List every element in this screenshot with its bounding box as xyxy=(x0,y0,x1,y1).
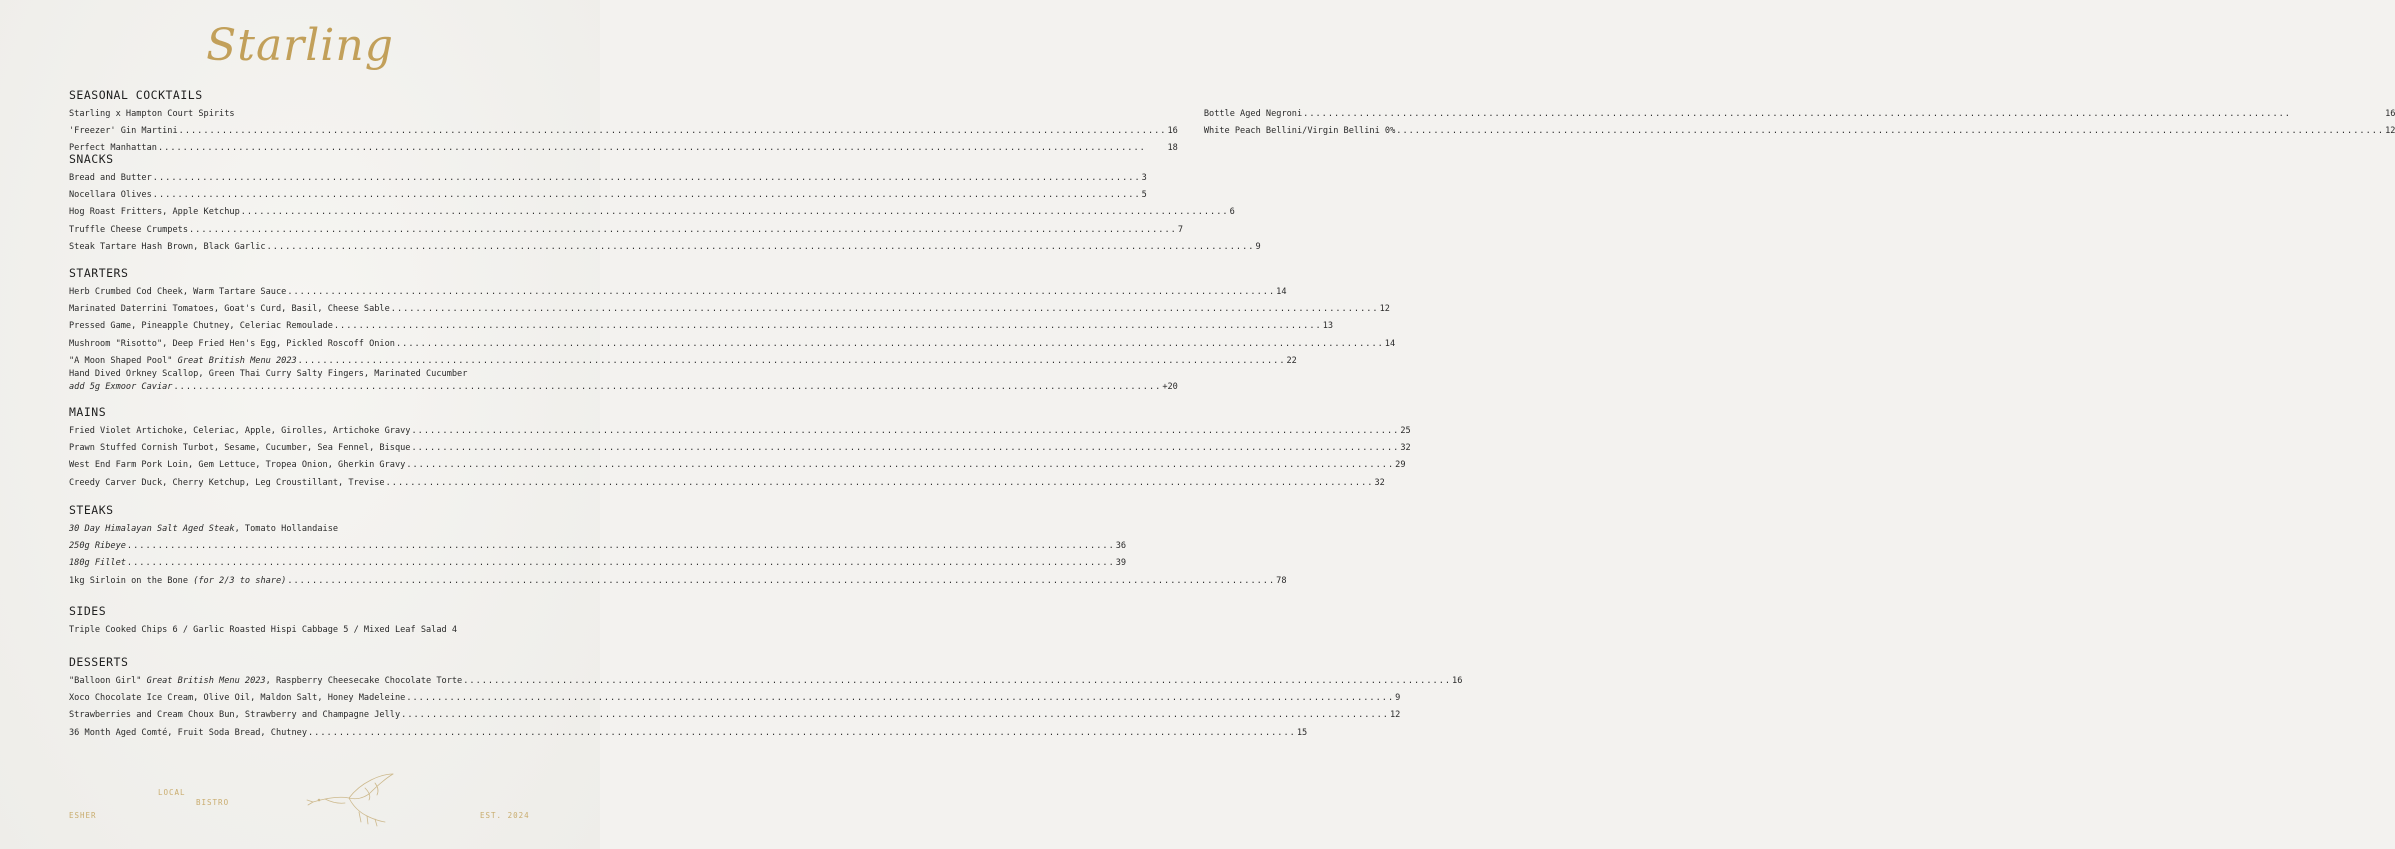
section-title: MAINS xyxy=(69,405,107,419)
item-name: Hog Roast Fritters, Apple Ketchup xyxy=(69,207,240,218)
item-name xyxy=(69,673,462,690)
item-name-main: "Balloon Girl" xyxy=(69,676,147,686)
menu-item xyxy=(69,336,1396,353)
item-name-main: 1kg Sirloin on the Bone xyxy=(69,575,194,586)
item-price: 14 xyxy=(1276,287,1287,297)
menu-item xyxy=(69,239,1261,256)
dot-leader xyxy=(287,284,1275,301)
item-name: Bottle Aged Negroni xyxy=(1203,109,1303,119)
item-name: Fried Violet Artichoke, Celeriac, Apple, Girolles, Artichoke Gravy xyxy=(69,426,411,436)
menu-item xyxy=(69,123,1178,140)
steak-intro-italic: 30 Day Himalayan Salt Aged Steak xyxy=(69,524,235,534)
dot-leader xyxy=(241,204,1229,221)
dot-leader xyxy=(179,123,1167,140)
item-price: 39 xyxy=(1115,558,1127,569)
item-price: 78 xyxy=(1276,575,1287,586)
menu-item xyxy=(69,187,1147,204)
dot-leader xyxy=(391,301,1379,318)
item-name: White Peach Bellini/Virgin Bellini 0% xyxy=(1203,126,1396,137)
section-steaks xyxy=(69,503,1287,590)
item-name: 36 Month Aged Comté, Fruit Soda Bread, Chutney xyxy=(69,727,307,738)
item-price: 14 xyxy=(1384,338,1396,349)
item-note: (for 2/3 to share) xyxy=(193,575,287,586)
item-name: Strawberries and Cream Choux Bun, Strawberry and Champagne Jelly xyxy=(69,710,401,721)
item-name: West End Farm Pork Loin, Gem Lettuce, Tropea Onion, Gherkin Gravy xyxy=(69,460,406,471)
menu-item xyxy=(69,284,1287,301)
dot-leader xyxy=(153,170,1141,187)
item-price: 5 xyxy=(1141,190,1147,201)
item-price: +20 xyxy=(1162,381,1178,392)
cocktails-grid xyxy=(69,106,2395,158)
item-price: 13 xyxy=(1322,321,1334,332)
starling-logo: Starling xyxy=(206,20,394,71)
item-name: Truffle Cheese Crumpets xyxy=(69,224,188,235)
section-sides xyxy=(69,604,530,639)
item-name: add 5g Exmoor Caviar xyxy=(69,381,173,392)
item-price: 16 xyxy=(1167,126,1178,137)
cocktails-right xyxy=(1204,106,2395,158)
dot-leader xyxy=(386,475,1374,492)
menu-item xyxy=(69,423,1411,440)
item-name: Steak Tartare Hash Brown, Black Garlic xyxy=(69,241,266,252)
footer-location: ESHER xyxy=(69,811,97,820)
item-price: 12 xyxy=(1379,304,1390,315)
starling-bird-icon xyxy=(305,768,400,828)
section-title: SNACKS xyxy=(69,152,114,166)
item-price: 9 xyxy=(1395,693,1401,704)
item-price: 15 xyxy=(1296,727,1308,738)
item-name xyxy=(69,573,286,590)
section-title: DESSERTS xyxy=(69,655,129,669)
menu-item xyxy=(69,222,1184,239)
item-name: Perfect Manhattan xyxy=(69,143,157,154)
steak-intro-rest: , Tomato Hollandaise xyxy=(234,524,339,534)
item-name: Pressed Game, Pineapple Chutney, Celeriac Remoulade xyxy=(69,321,333,332)
item-price: 18 xyxy=(1167,143,1178,154)
dot-leader xyxy=(127,555,1115,572)
item-price: 29 xyxy=(1395,460,1406,471)
item-price: 9 xyxy=(1255,241,1261,252)
sides-text: Triple Cooked Chips 6 / Garlic Roasted Hispi Cabbage 5 / Mixed Leaf Salad 4 xyxy=(69,625,458,635)
item-name: Nocellara Olives xyxy=(69,190,152,201)
dot-leader xyxy=(287,573,1275,590)
footer-established: EST. 2024 xyxy=(480,811,530,820)
cocktails-left xyxy=(69,106,1178,158)
item-name: Marinated Daterrini Tomatoes, Goat's Curd, Basil, Cheese Sable xyxy=(69,304,390,315)
section-mains xyxy=(69,405,1411,492)
scallop-line: Hand Dived Orkney Scallop, Green Thai Curry Salty Fingers, Marinated Cucumber xyxy=(69,368,468,379)
item-name: Prawn Stuffed Cornish Turbot, Sesame, Cucumber, Sea Fennel, Bisque xyxy=(69,443,411,454)
item-name xyxy=(69,355,297,368)
menu-item xyxy=(69,725,1308,742)
item-name-rest: , Raspberry Cheesecake Chocolate Torte xyxy=(265,676,463,686)
item-price: 7 xyxy=(1177,224,1184,235)
item-name: 'Freezer' Gin Martini xyxy=(69,126,178,137)
item-note: Great British Menu 2023 xyxy=(177,355,297,366)
dot-leader xyxy=(406,690,1394,707)
dot-leader xyxy=(189,222,1177,239)
item-price: 25 xyxy=(1400,426,1411,436)
dot-leader xyxy=(173,381,1161,394)
item-price: 32 xyxy=(1400,443,1411,454)
section-cocktails xyxy=(69,88,2395,158)
item-price: 22 xyxy=(1286,355,1297,366)
section-title: SEASONAL COCKTAILS xyxy=(69,88,203,102)
menu-item xyxy=(69,457,1406,474)
dot-leader xyxy=(411,440,1399,457)
menu-item xyxy=(69,318,1334,335)
dot-leader xyxy=(1396,123,2384,140)
dot-leader xyxy=(1303,106,2384,123)
footer-bistro: BISTRO xyxy=(196,798,230,807)
section-title: STEAKS xyxy=(69,503,114,517)
item-price: 12 xyxy=(2385,126,2395,137)
section-title: SIDES xyxy=(69,604,107,618)
item-price: 3 xyxy=(1141,173,1147,183)
dot-leader xyxy=(298,355,1286,368)
menu-item xyxy=(69,673,1463,690)
menu-item xyxy=(69,573,1287,590)
item-price: 16 xyxy=(2385,109,2395,119)
item-price: 6 xyxy=(1229,207,1235,218)
menu-item xyxy=(69,170,1147,187)
item-note: Great British Menu 2023 xyxy=(146,676,266,686)
item-name: 180g Fillet xyxy=(69,558,126,569)
item-name: Mushroom "Risotto", Deep Fried Hen's Egg, Pickled Roscoff Onion xyxy=(69,338,395,349)
footer-local: LOCAL xyxy=(158,788,186,797)
menu-item xyxy=(69,475,1385,492)
item-name: Herb Crumbed Cod Cheek, Warm Tartare Sauce xyxy=(69,287,287,297)
menu-item xyxy=(69,707,1401,724)
menu-item xyxy=(69,301,1390,318)
item-price: 12 xyxy=(1389,710,1401,721)
section-starters xyxy=(69,266,1396,394)
menu-item xyxy=(69,538,1127,555)
dot-leader xyxy=(153,187,1141,204)
item-name: Creedy Carver Duck, Cherry Ketchup, Leg Croustillant, Trevise xyxy=(69,477,385,488)
item-name: 250g Ribeye xyxy=(69,541,126,552)
menu-item xyxy=(69,690,1401,707)
section-title: STARTERS xyxy=(69,266,129,280)
section-snacks xyxy=(69,152,1261,256)
item-price: 32 xyxy=(1374,477,1385,488)
dot-leader xyxy=(463,673,1451,690)
dot-leader xyxy=(127,538,1115,555)
dot-leader xyxy=(308,725,1296,742)
menu-item xyxy=(69,381,1178,394)
menu-item xyxy=(1204,106,2395,123)
menu-item xyxy=(69,555,1127,572)
dot-leader xyxy=(396,336,1384,353)
item-name-main: "A Moon Shaped Pool" xyxy=(69,355,173,366)
item-price: 16 xyxy=(1452,676,1463,686)
dot-leader xyxy=(334,318,1322,335)
dot-leader xyxy=(267,239,1255,256)
cocktail-line: Starling x Hampton Court Spirits xyxy=(69,109,235,119)
dot-leader xyxy=(406,457,1394,474)
dot-leader xyxy=(411,423,1399,440)
menu-item xyxy=(69,440,1411,457)
item-name: Xoco Chocolate Ice Cream, Olive Oil, Maldon Salt, Honey Madeleine xyxy=(69,693,406,704)
menu-item xyxy=(69,355,1297,368)
steak-intro xyxy=(69,521,530,538)
menu-item xyxy=(1204,123,2395,140)
item-name: Bread and Butter xyxy=(69,173,152,183)
dot-leader xyxy=(401,707,1389,724)
section-desserts xyxy=(69,655,1463,742)
menu-item xyxy=(69,204,1235,221)
item-price: 36 xyxy=(1115,541,1127,552)
